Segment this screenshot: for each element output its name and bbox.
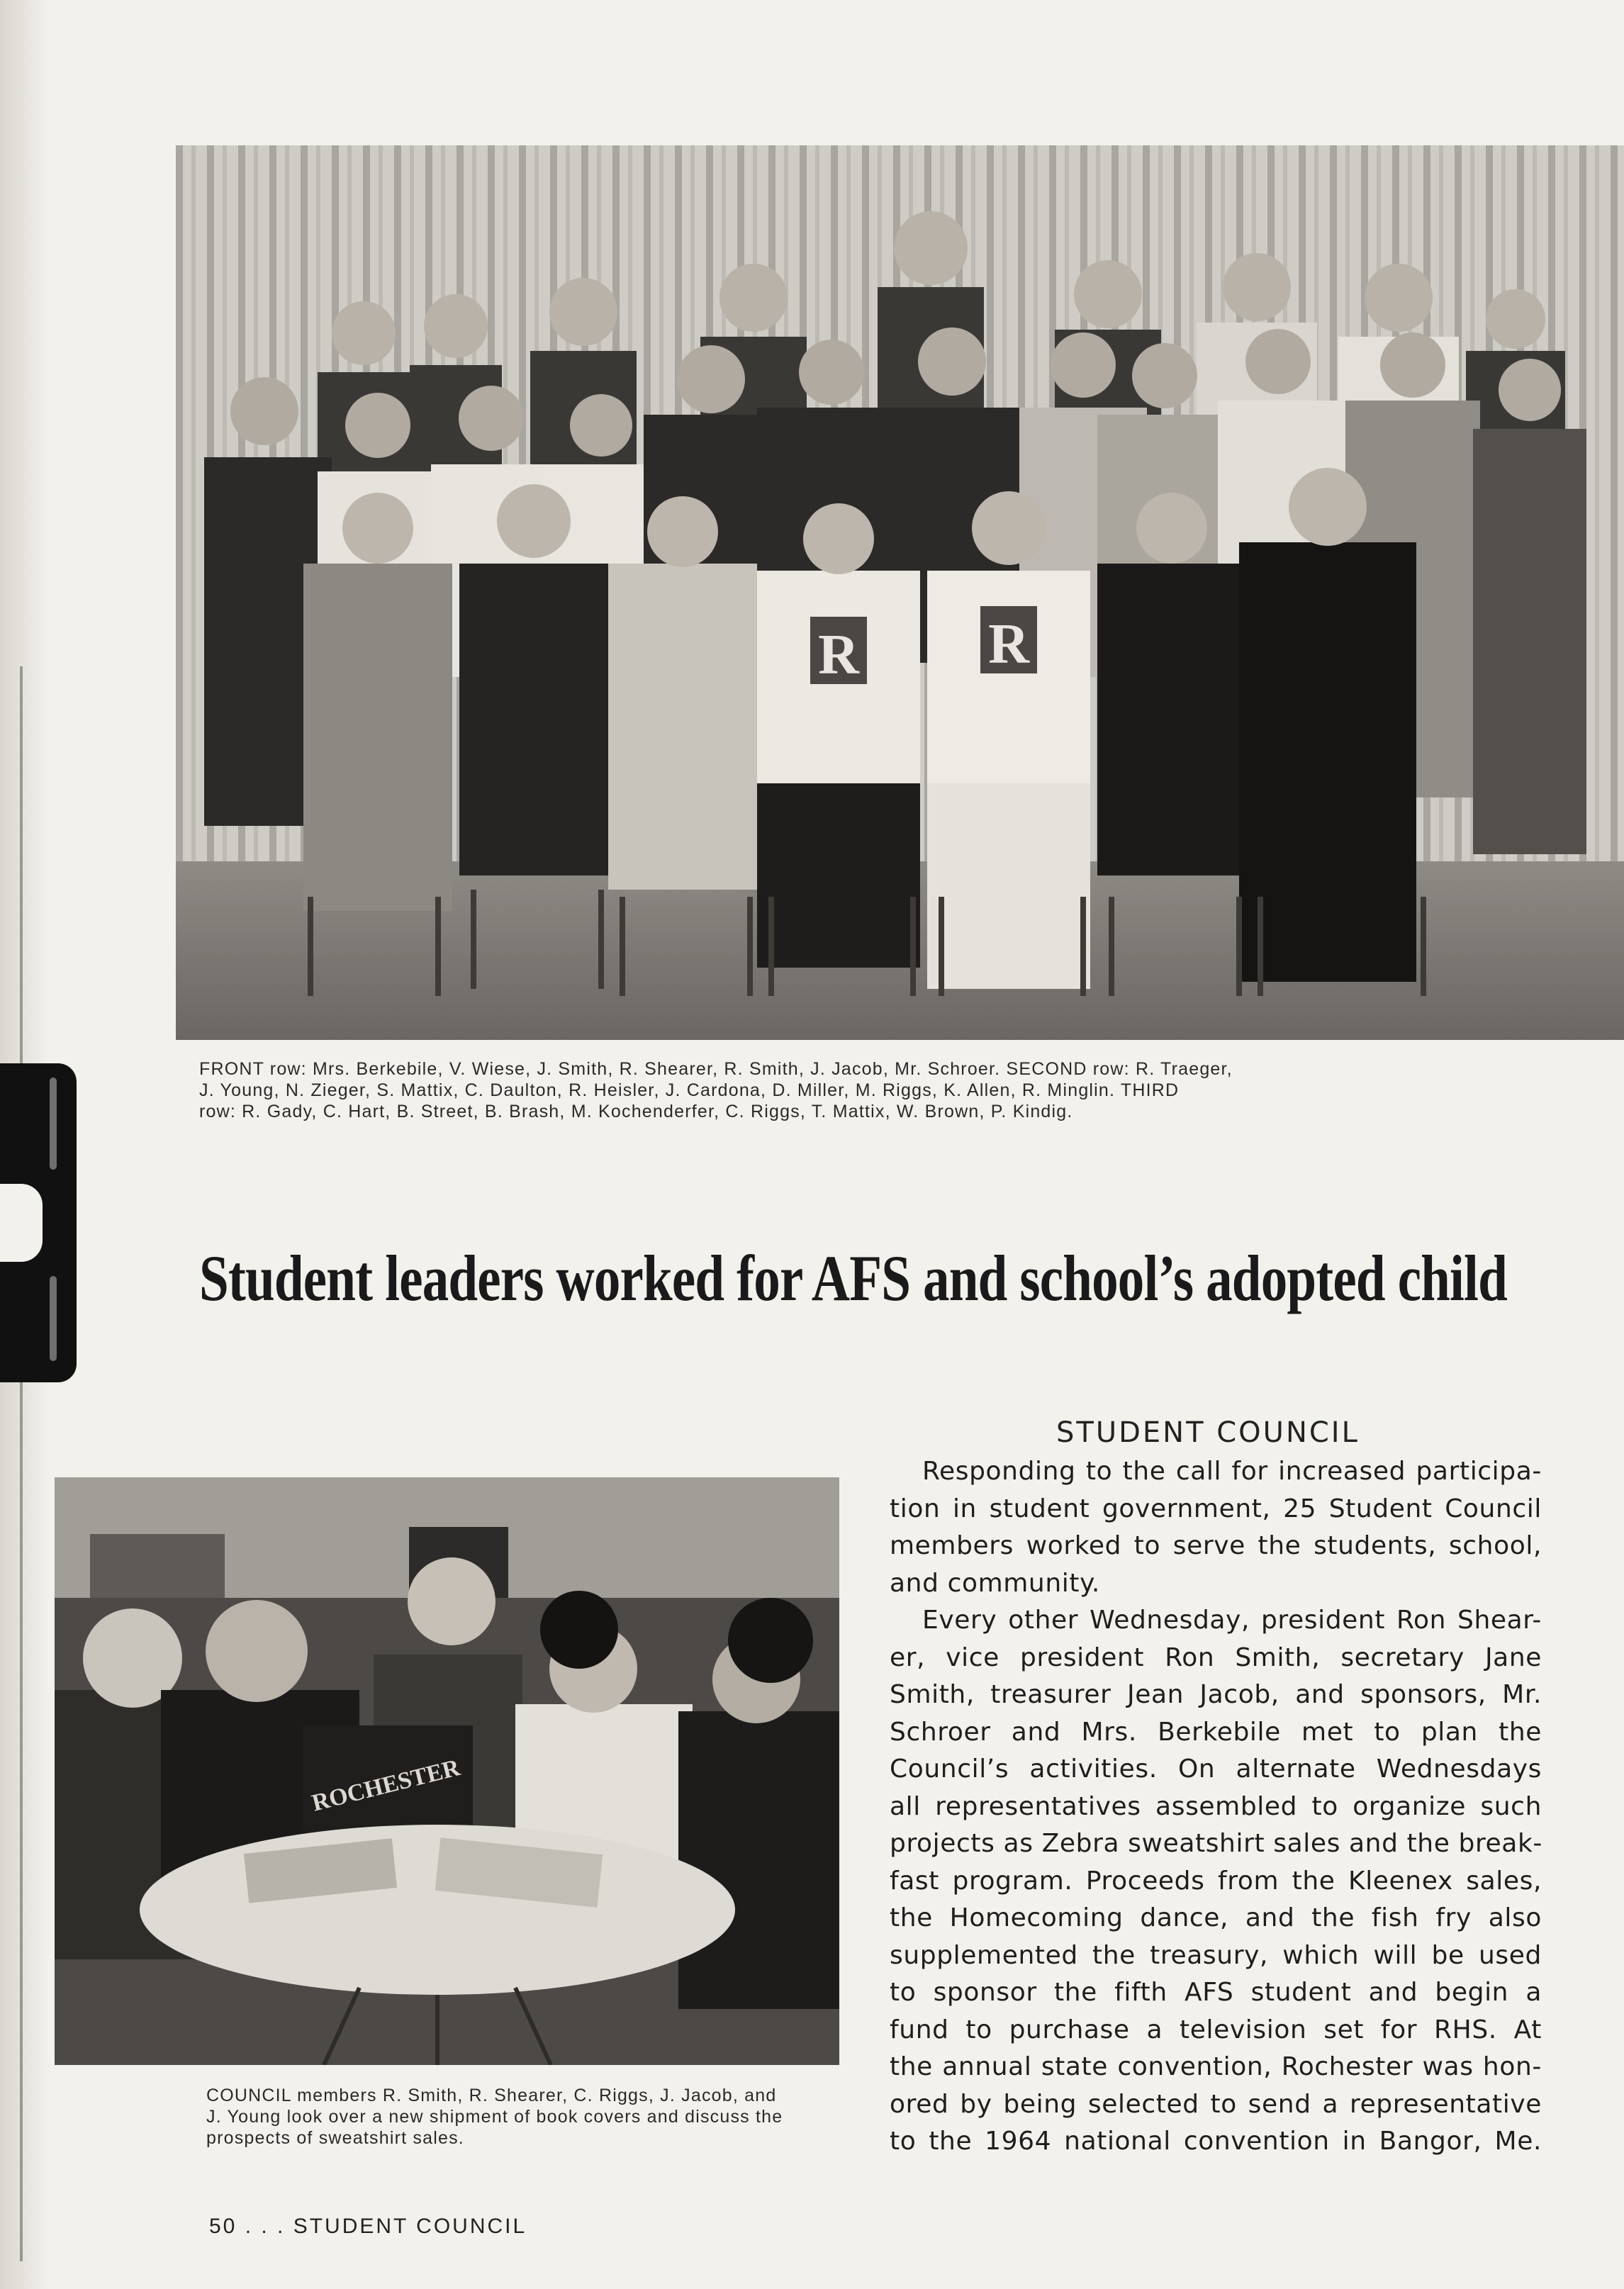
caption-line: J. Young, N. Zieger, S. Mattix, C. Daulton, R. Heisler, J. Cardona, D. Miller, M. Riggs, K. Allen, R. Minglin. THIRD xyxy=(199,1080,1180,1100)
binding-highlight xyxy=(50,1078,57,1170)
body-line: Smith, treasurer Jean Jacob, and sponsors, Mr. xyxy=(890,1680,1542,1709)
group-photo-caption xyxy=(199,1058,1348,1122)
body-line: Schroer and Mrs. Berkebile met to plan the xyxy=(890,1717,1542,1747)
body-line: projects as Zebra sweatshirt sales and the break- xyxy=(890,1829,1542,1858)
body-line: to the 1964 national convention in Bangor, Me. xyxy=(890,2127,1542,2156)
body-line: supplemented the treasury, which will be used xyxy=(890,1940,1542,1970)
caption-line: prospects of sweatshirt sales. xyxy=(206,2128,464,2148)
body-line: Responding to the call for increased participa- xyxy=(922,1457,1542,1486)
body-line: fund to purchase a television set for RHS. At xyxy=(890,2015,1542,2044)
body-line: ored by being selected to send a representative xyxy=(890,2089,1542,2119)
body-line: Council’s activities. On alternate Wednesdays xyxy=(890,1754,1542,1784)
body-line: and community. xyxy=(890,1568,1100,1598)
section-title: STUDENT COUNCIL xyxy=(1056,1416,1360,1449)
body-line: er, vice president Ron Smith, secretary Jane xyxy=(890,1642,1542,1672)
body-line: members worked to serve the students, school, xyxy=(890,1531,1542,1560)
article-body xyxy=(890,1453,1542,2161)
body-line: fast program. Proceeds from the Kleenex sales, xyxy=(890,1866,1542,1896)
binding-notch xyxy=(0,1184,43,1262)
body-line: all representatives assembled to organize such xyxy=(890,1791,1542,1821)
body-line: the Homecoming dance, and the fish fry also xyxy=(890,1903,1542,1932)
group-photo xyxy=(176,145,1624,1040)
council-photo-caption xyxy=(206,2085,844,2149)
caption-line: COUNCIL members R. Smith, R. Shearer, C. Riggs, J. Jacob, and xyxy=(206,2086,777,2105)
sweatshirt-lettering: ROCHESTER xyxy=(309,1754,463,1817)
body-line: the annual state convention, Rochester was hon- xyxy=(890,2052,1542,2081)
binding-highlight xyxy=(50,1276,57,1361)
caption-line: row: R. Gady, C. Hart, B. Street, B. Brash, M. Kochenderfer, C. Riggs, T. Mattix, W. Brown, P. Kindig. xyxy=(199,1102,1073,1121)
headline: Student leaders worked for AFS and school’s adopted child xyxy=(199,1242,1507,1314)
council-photo xyxy=(55,1477,839,2065)
group-photo-image xyxy=(176,145,1624,1040)
body-line: Every other Wednesday, president Ron Shear- xyxy=(922,1606,1542,1635)
sweater-letter: R xyxy=(818,624,859,686)
body-line: tion in student government, 25 Student Council xyxy=(890,1494,1542,1523)
page-edge-line xyxy=(20,666,23,2261)
binding-clip xyxy=(0,1063,77,1382)
caption-line: J. Young look over a new shipment of book covers and discuss the xyxy=(206,2107,783,2127)
page-footer: 50 . . . STUDENT COUNCIL xyxy=(209,2215,527,2238)
body-line: to sponsor the fifth AFS student and begin a xyxy=(890,1978,1542,2007)
caption-line: FRONT row: Mrs. Berkebile, V. Wiese, J. Smith, R. Shearer, R. Smith, J. Jacob, Mr. Schroer. SECOND row: R. Traeger, xyxy=(199,1059,1233,1079)
council-photo-image xyxy=(55,1477,839,2065)
sweater-letter: R xyxy=(988,613,1029,676)
